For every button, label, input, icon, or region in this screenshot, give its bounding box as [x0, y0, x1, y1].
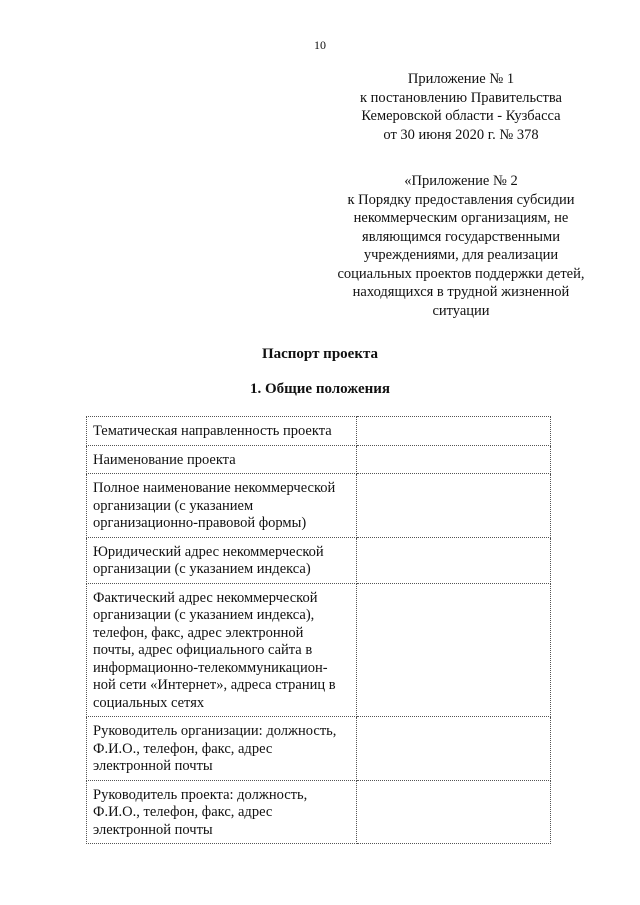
appendix-2-line: к Порядку предоставления субсидии: [347, 191, 575, 208]
row-label-cell: [87, 583, 357, 717]
row-value-cell: [357, 717, 551, 781]
table-row: [87, 417, 551, 446]
table-row: [87, 583, 551, 717]
appendix-1-line: от 30 июня 2020 г. № 378: [383, 126, 539, 143]
appendix-2-line: некоммерческим организациям, не: [353, 210, 569, 226]
row-label-line: телефон, факс, адрес электронной: [93, 624, 304, 641]
row-value-cell: [357, 445, 551, 474]
row-label-cell: [87, 445, 357, 474]
row-label-line: почты, адрес официального сайта в: [93, 642, 313, 658]
appendix-2-line: находящихся в трудной жизненной: [352, 284, 570, 300]
row-label-cell: [87, 474, 357, 538]
appendix-1-line: Приложение № 1: [407, 71, 515, 87]
project-passport-table: [86, 416, 551, 844]
row-label-line: социальных сетях: [93, 694, 205, 711]
row-label-line: информационно-телекоммуникацион-: [93, 659, 328, 676]
table-row: [87, 717, 551, 781]
row-label-line: Ф.И.О., телефон, факс, адрес: [93, 804, 273, 820]
row-value-cell: [357, 583, 551, 717]
table-row: [87, 537, 551, 583]
row-label-line: Руководитель проекта: должность,: [93, 786, 308, 803]
table-row: [87, 445, 551, 474]
appendix-2-line: являющимся государственными: [362, 228, 560, 245]
appendix-2-line: ситуации: [432, 302, 490, 319]
row-label-line: организации (с указанием индекса),: [93, 607, 315, 623]
row-label-cell: [87, 537, 357, 583]
appendix-2-header: [300, 172, 622, 320]
row-value-cell: [357, 537, 551, 583]
row-label-line: Тематическая направленность проекта: [93, 423, 332, 439]
appendix-1-line: Кемеровской области - Кузбасса: [361, 108, 561, 124]
row-label-line: организации (с указанием индекса): [93, 561, 311, 577]
row-label-line: Ф.И.О., телефон, факс, адрес: [93, 740, 273, 757]
appendix-2-line: учреждениями, для реализации: [363, 247, 559, 263]
appendix-1-line: к постановлению Правительства: [360, 89, 562, 106]
table-row: [87, 780, 551, 844]
row-label-line: организационно-правовой формы): [93, 515, 307, 531]
row-value-cell: [357, 780, 551, 844]
row-label-line: электронной почты: [93, 758, 213, 774]
appendix-1-header: [300, 70, 622, 144]
row-label-line: Юридический адрес некоммерческой: [93, 543, 324, 560]
section-heading: 1. Общие положения: [249, 381, 391, 397]
row-label-line: Наименование проекта: [93, 451, 236, 468]
row-label-cell: [87, 780, 357, 844]
row-label-cell: [87, 717, 357, 781]
page-number: 10: [314, 38, 326, 52]
row-value-cell: [357, 474, 551, 538]
table-row: [87, 474, 551, 538]
row-value-cell: [357, 417, 551, 446]
appendix-2-line: социальных проектов поддержки детей,: [337, 265, 585, 282]
row-label-line: Фактический адрес некоммерческой: [93, 589, 318, 606]
row-label-line: организации (с указанием: [93, 497, 254, 514]
appendix-2-line: «Приложение № 2: [404, 173, 518, 189]
document-title: Паспорт проекта: [261, 346, 379, 362]
row-label-line: Руководитель организации: должность,: [93, 723, 337, 739]
row-label-cell: [87, 417, 357, 446]
row-label-line: ной сети «Интернет», адреса страниц в: [93, 677, 336, 693]
row-label-line: Полное наименование некоммерческой: [93, 480, 336, 496]
row-label-line: электронной почты: [93, 821, 213, 838]
